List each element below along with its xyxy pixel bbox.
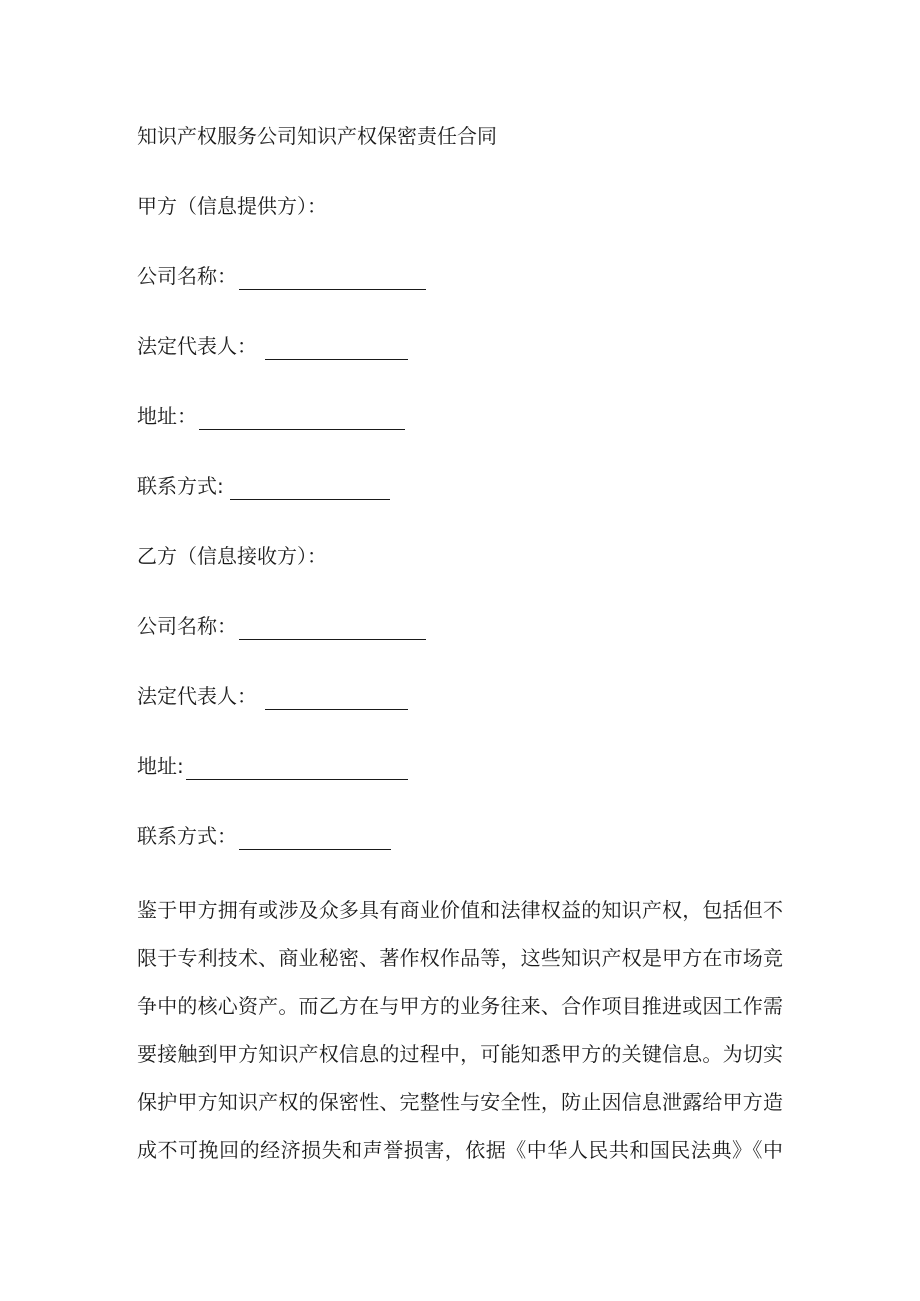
preamble-line: 成不可挽回的经济损失和声誉损害，依据《中华人民共和国民法典》《中	[137, 1138, 783, 1162]
party-a-rep-label: 法定代表人：	[137, 334, 257, 358]
party-b-company-row	[137, 612, 426, 640]
party-b-address-blank[interactable]	[186, 759, 408, 780]
party-a-company-blank[interactable]	[239, 269, 426, 290]
contract-title-text: 知识产权服务公司知识产权保密责任合同	[137, 124, 497, 148]
party-b-contact-row	[137, 822, 391, 850]
party-b-rep-blank[interactable]	[265, 689, 408, 710]
party-a-address-label: 地址：	[137, 404, 197, 428]
party-a-company-label: 公司名称：	[137, 264, 237, 288]
party-b-heading	[137, 542, 327, 570]
party-b-rep-label: 法定代表人：	[137, 684, 257, 708]
party-a-contact-row	[137, 472, 390, 500]
party-a-rep-blank[interactable]	[265, 339, 408, 360]
party-b-address-label: 地址:	[137, 754, 184, 778]
party-b-contact-label: 联系方式：	[137, 824, 237, 848]
party-a-contact-label: 联系方式:	[137, 474, 224, 498]
party-b-address-row	[137, 752, 408, 780]
party-b-rep-row	[137, 682, 408, 710]
contract-title	[137, 122, 497, 150]
party-b-contact-blank[interactable]	[239, 829, 391, 850]
preamble-line: 要接触到甲方知识产权信息的过程中，可能知悉甲方的关键信息。为切实	[137, 1042, 783, 1066]
party-a-heading-text: 甲方（信息提供方）：	[137, 194, 327, 218]
preamble-line: 鉴于甲方拥有或涉及众多具有商业价值和法律权益的知识产权，包括但不	[137, 898, 783, 922]
party-b-company-label: 公司名称：	[137, 614, 237, 638]
party-a-address-row	[137, 402, 405, 430]
party-a-address-blank[interactable]	[199, 409, 405, 430]
party-a-rep-row	[137, 332, 408, 360]
party-a-company-row	[137, 262, 426, 290]
party-a-heading	[137, 192, 327, 220]
preamble-line: 限于专利技术、商业秘密、著作权作品等，这些知识产权是甲方在市场竞	[137, 946, 783, 970]
party-a-contact-blank[interactable]	[230, 479, 390, 500]
preamble-line: 争中的核心资产。而乙方在与甲方的业务往来、合作项目推进或因工作需	[137, 994, 783, 1018]
preamble-paragraph	[137, 886, 783, 1174]
party-b-company-blank[interactable]	[239, 619, 426, 640]
party-b-heading-text: 乙方（信息接收方）：	[137, 544, 327, 568]
preamble-line: 保护甲方知识产权的保密性、完整性与安全性，防止因信息泄露给甲方造	[137, 1090, 783, 1114]
